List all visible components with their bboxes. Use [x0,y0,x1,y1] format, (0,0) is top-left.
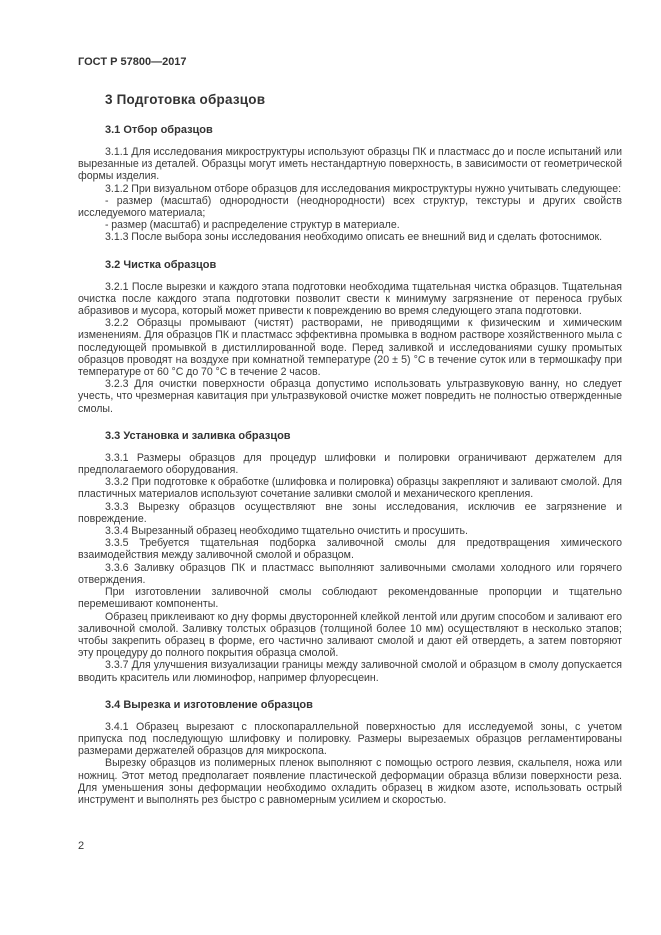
subsection-heading-3-4: 3.4 Вырезка и изготовление образцов [105,698,313,711]
paragraph-3-3-6-cont-2: Образец приклеивают ко дну формы двусторонней клейкой лентой или другим способом и заливают его заливочной смолой. Заливку толстых образцов (толщиной более 10 мм) осуществляют в несколько этапов; чтобы закрепить образец в форме, его частично заливают смолой и дают ей отвердеть, а затем повторяют эту процедуру до полного покрытия образца смолой. [78,610,622,660]
paragraph-3-4-1-cont: Вырезку образцов из полимерных пленок выполняют с помощью острого лезвия, скальпеля, ножа или ножниц. Этот метод предполагает появление пластической деформации образца вблизи поверхности реза. Для уменьшения зоны деформации необходимо охладить образец в жидком азоте, использовать острый инструмент и выполнять рез быстро с равномерным усилием и скоростью. [78,757,622,806]
paragraph-3-3-3: 3.3.3 Вырезку образцов осуществляют вне зоны исследования, исключив ее загрязнение и повреждение. [78,500,622,525]
paragraph-3-3-2: 3.3.2 При подготовке к обработке (шлифовка и полировка) образцы закрепляют и заливают смолой. Для пластичных материалов используют сочетание заливки смолой и механического крепления. [78,476,622,501]
paragraph-3-2-2: 3.2.2 Образцы промывают (чистят) растворами, не приводящими к физическим и химическим изменениям. Для образцов ПК и пластмасс эффективна промывка в водном растворе хозяйственного мыла с последующей промывкой в дистиллированной воде. Перед заливкой и исследованиями сушку промытых образцов проводят на воздухе при комнатной температуре (20 ± 5) °С в течение суток или в термошкафу при температуре от 60 °С до 70 °С в течение 2 часов. [78,317,622,379]
document-code: ГОСТ Р 57800—2017 [78,56,187,68]
list-item-dash-1: - размер (масштаб) однородности (неоднородности) всех структур, текстуры и других свойств исследуемого материала; [78,194,622,220]
list-item-dash-2: - размер (масштаб) и распределение структур в материале. [105,219,400,232]
subsection-heading-3-2: 3.2 Чистка образцов [105,258,217,271]
paragraph-3-2-3: 3.2.3 Для очистки поверхности образца допустимо использовать ультразвуковую ванну, но следует учесть, что чрезмерная кавитация при ультразвуковой очистке может повредить не полностью отвержденные смолы. [78,378,622,415]
paragraph-3-3-1: 3.3.1 Размеры образцов для процедур шлифовки и полировки ограничивают держателем для предполагаемого оборудования. [78,451,622,477]
paragraph-3-1-2: 3.1.2 При визуальном отборе образцов для исследования микроструктуры нужно учитывать следующее: [105,182,622,195]
subsection-heading-3-3: 3.3 Установка и заливка образцов [105,429,291,442]
paragraph-3-4-1: 3.4.1 Образец вырезают с плоскопараллельной поверхностью для исследуемой зоны, с учетом припуска под последующую шлифовку и полировку. Размеры вырезаемых образцов регламентированы размерами держателей образцов для микроскопа. [78,720,622,758]
subsection-heading-3-1: 3.1 Отбор образцов [105,124,213,136]
section-heading-3: 3 Подготовка образцов [105,92,266,107]
paragraph-3-3-6: 3.3.6 Заливку образцов ПК и пластмасс выполняют заливочными смолами холодного или горячего отверждения. [78,561,622,586]
paragraph-3-1-3: 3.1.3 После выбора зоны исследования необходимо описать ее внешний вид и сделать фотоснимок. [105,231,603,244]
paragraph-3-1-1: 3.1.1 Для исследования микроструктуры используют образцы ПК и пластмасс до и после испытаний или вырезанные из деталей. Образцы могут иметь нестандартную поверхность, в зависимости от геометрической формы изделия. [78,146,622,183]
page-number: 2 [78,840,85,852]
paragraph-3-2-1: 3.2.1 После вырезки и каждого этапа подготовки необходима тщательная чистка образцов. Тщательная очистка после каждого этапа подготовки позволит свести к минимуму загрязнение от переноса грубых абразивов и мусора, который может привести к повреждению во время следующего этапа подготовки. [78,280,622,318]
paragraph-3-3-6-cont-1: При изготовлении заливочной смолы соблюдают рекомендованные пропорции и тщательно перемешивают компоненты. [78,586,622,611]
paragraph-3-3-5: 3.3.5 Требуется тщательная подборка заливочной смолы для предотвращения химического взаимодействия между заливочной смолой и образцом. [78,537,622,562]
paragraph-3-3-7: 3.3.7 Для улучшения визуализации границы между заливочной смолой и образцом в смолу допускается вводить краситель или люминофор, например флуоресцеин. [78,659,622,684]
paragraph-3-3-4: 3.3.4 Вырезанный образец необходимо тщательно очистить и просушить. [105,525,468,538]
